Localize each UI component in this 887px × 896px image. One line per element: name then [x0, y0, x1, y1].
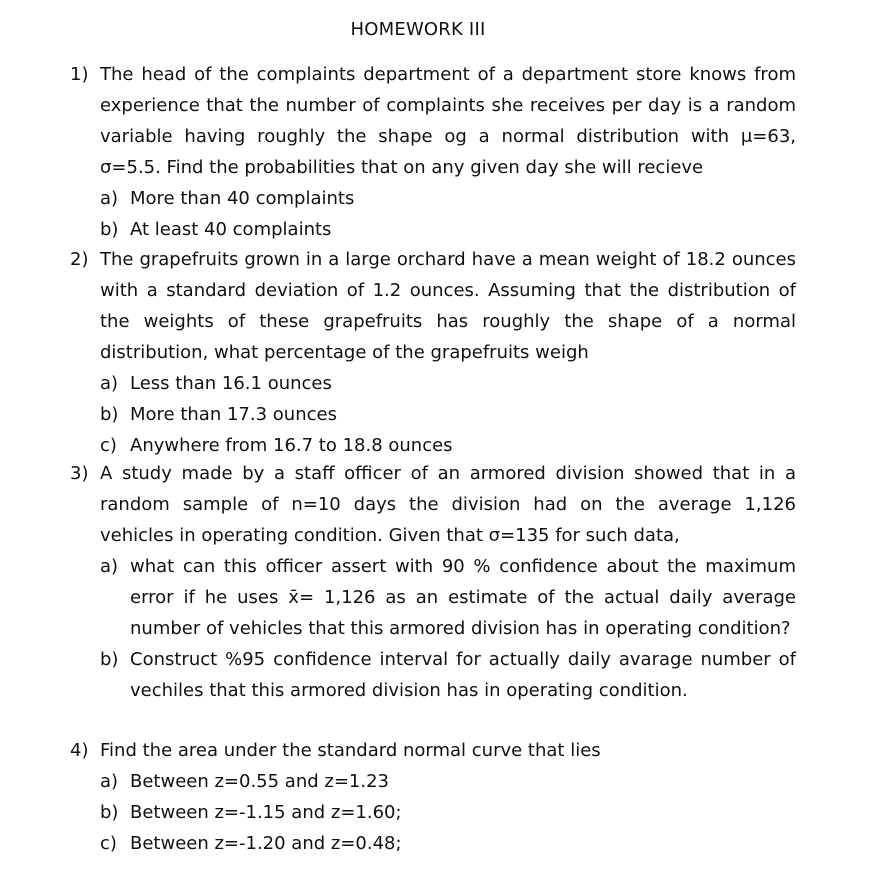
question-2-part-b — [100, 399, 796, 430]
question-2-part-a — [100, 368, 796, 399]
part-letter: b) — [100, 219, 119, 240]
part-letter: b) — [100, 802, 119, 823]
part-text: At least 40 complaints — [130, 219, 332, 240]
part-letter: a) — [100, 188, 119, 209]
question-text: A study made by a staff officer of an armored division showed that in a random sample of n=10 days the division had on the average 1,126 vehicles in operating condition. Given that σ=135 for such data, — [100, 463, 796, 546]
part-text: what can this officer assert with 90 % confidence about the maximum error if he uses x̄= 1,126 as an estimate of the actual daily average number of vehicles that this armored division has in operating condition? — [130, 556, 796, 639]
part-text: Less than 16.1 ounces — [130, 373, 332, 394]
question-1-stem — [70, 59, 796, 183]
question-1-part-a — [100, 183, 796, 214]
question-4-stem — [70, 735, 796, 766]
part-text: Between z=-1.15 and z=1.60; — [130, 802, 402, 823]
part-text: Construct %95 confidence interval for actually daily avarage number of vechiles that this armored division has in operating condition. — [130, 649, 796, 701]
page-title: HOMEWORK III — [350, 19, 486, 40]
question-number: 2) — [70, 249, 89, 270]
question-3-part-b — [100, 644, 796, 706]
question-3-part-a — [100, 551, 796, 644]
part-text: Anywhere from 16.7 to 18.8 ounces — [130, 435, 453, 456]
part-letter: b) — [100, 649, 119, 670]
part-letter: a) — [100, 556, 119, 577]
question-text: The head of the complaints department of a department store knows from experience that the number of complaints she receives per day is a random variable having roughly the shape og a normal distribution with μ=63, σ=5.5. Find the probabilities that on any given day she will recieve — [100, 64, 796, 178]
question-3 — [70, 458, 796, 706]
part-letter: c) — [100, 833, 117, 854]
question-number: 1) — [70, 64, 89, 85]
question-4 — [70, 735, 796, 859]
part-text: Between z=-1.20 and z=0.48; — [130, 833, 402, 854]
part-text: Between z=0.55 and z=1.23 — [130, 771, 390, 792]
question-4-part-c — [100, 828, 796, 859]
question-1 — [70, 59, 796, 245]
question-number: 3) — [70, 463, 89, 484]
question-text: The grapefruits grown in a large orchard have a mean weight of 18.2 ounces with a standard deviation of 1.2 ounces. Assuming that the distribution of the weights of these grapefruits has roughly the shape of a normal distribution, what percentage of the grapefruits weigh — [100, 249, 796, 363]
question-2-stem — [70, 244, 796, 368]
part-letter: c) — [100, 435, 117, 456]
part-letter: b) — [100, 404, 119, 425]
question-number: 4) — [70, 740, 89, 761]
part-text: More than 40 complaints — [130, 188, 355, 209]
question-2-part-c — [100, 430, 796, 461]
question-2 — [70, 244, 796, 461]
question-1-part-b — [100, 214, 796, 245]
part-text: More than 17.3 ounces — [130, 404, 337, 425]
part-letter: a) — [100, 771, 119, 792]
question-4-part-b — [100, 797, 796, 828]
question-3-stem — [70, 458, 796, 551]
question-4-part-a — [100, 766, 796, 797]
question-text: Find the area under the standard normal curve that lies — [100, 740, 601, 761]
part-letter: a) — [100, 373, 119, 394]
